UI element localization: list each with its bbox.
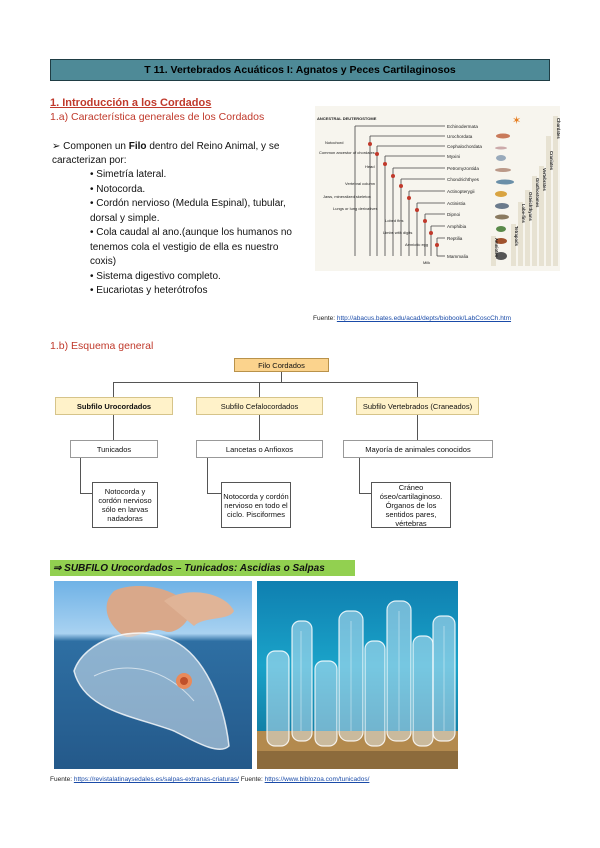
subfilo-urocordados-heading: ⇒ SUBFILO Urocordados – Tunicados: Ascidias o Salpas <box>50 560 355 576</box>
group-mayoria-box: Mayoría de animales conocidos <box>343 440 493 458</box>
tunicate-icon <box>496 134 510 139</box>
salp-photo-svg <box>54 581 252 769</box>
node-label: Limbs with digits <box>383 230 413 235</box>
source-link-salpas[interactable]: https://revistalatinaysedales.es/salpas-extranas-criaturas/ <box>73 776 239 783</box>
node-label: Notochord <box>325 140 344 145</box>
taxon-label: Amphibia <box>447 224 467 229</box>
taxon-label: Actinistia <box>447 201 466 206</box>
clade-label: Craniates <box>549 151 554 171</box>
taxon-label: Cephalochordata <box>447 144 482 149</box>
group-lancetas-box: Lancetas o Anfioxos <box>196 440 323 458</box>
source-label: Fuente: <box>238 776 265 783</box>
detail-vertebrados-box: Cráneo óseo/cartilaginoso. Órganos de los sentidos pares, vértebras <box>371 482 451 528</box>
node-label: Common ancestor of chordates <box>319 150 375 155</box>
clade-label: Lobe-fins <box>521 204 526 223</box>
tree-svg <box>315 106 560 271</box>
source-label: Fuente: <box>313 315 337 322</box>
taxon-label: Myxini <box>447 154 461 159</box>
source-caption-1 <box>313 315 511 322</box>
taxon-label: Chondrichthyes <box>447 177 479 182</box>
coelacanth-icon <box>495 203 509 209</box>
detail-cefalocordados-box: Notocorda y cordón nervioso en todo el ciclo. Pisciformes <box>221 482 291 528</box>
node-label: ANCESTRAL DEUTEROSTOME <box>317 116 377 121</box>
list-item: • Sistema digestivo completo. <box>90 270 221 282</box>
intro-paragraph <box>52 140 312 168</box>
ascidians-photo-svg <box>257 581 458 769</box>
clade-label: Vertebrates <box>542 168 547 191</box>
frog-icon <box>496 226 506 232</box>
fish-icon <box>495 191 507 197</box>
starfish-icon: ✶ <box>512 115 522 127</box>
node-label: Milk <box>423 260 431 265</box>
subheading-characteristics: 1.a) Característica generales de los Cordados <box>50 111 265 123</box>
taxon-label: Echinodermata <box>447 124 478 129</box>
intro-bold-filo: Filo <box>128 141 147 152</box>
taxon-label: Mammalia <box>447 254 469 259</box>
list-item: • Cordón nervioso (Medula Espinal), tubular, dorsal y simple. <box>90 198 286 224</box>
list-item: • Cola caudal al ano.(aunque los humanos no tenemos cola el vestigio de ella es nuestro coxis) <box>90 227 292 267</box>
taxon-label: Dipnoi <box>447 212 461 217</box>
clade-label: Tetrapods <box>514 226 519 246</box>
node-label: Lungs or lung derivatives <box>333 206 378 211</box>
node-label: Head <box>365 164 375 169</box>
taxon-label: Urochordata <box>447 134 473 139</box>
root-box-filo-cordados: Filo Cordados <box>234 358 329 372</box>
list-item: • Eucariotas y heterótrofos <box>90 285 208 296</box>
taxon-label: Actinopterygii <box>447 189 475 194</box>
node-label: Amniotic egg <box>405 242 429 247</box>
clade-label: Osteichthyans <box>528 192 533 221</box>
group-tunicados-box: Tunicados <box>70 440 158 458</box>
node-label: Lobed fins <box>385 218 404 223</box>
subheading-scheme: 1.b) Esquema general <box>50 340 154 352</box>
clade-label: Amniotes <box>494 238 499 258</box>
source-link-tunicados[interactable]: https://www.biblozoa.com/tunicados/ <box>264 776 370 783</box>
detail-urocordados-box: Notocorda y cordón nervioso sólo en larvas nadadoras <box>92 482 158 528</box>
list-item: • Simetría lateral. <box>90 169 167 180</box>
subfilo-cefalocordados-box: Subfilo Cefalocordados <box>196 397 323 415</box>
list-item: • Notocorda. <box>90 183 146 195</box>
lamprey-icon <box>495 168 511 172</box>
clade-label: Gnathostomes <box>535 178 540 208</box>
shark-icon <box>496 180 514 185</box>
intro-prefix: ➢ Componen un <box>52 141 129 152</box>
salp-photo <box>54 581 252 769</box>
subfilo-vertebrados-box: Subfilo Vertebrados (Craneados) <box>356 397 479 415</box>
phylogenetic-tree-figure <box>315 106 560 271</box>
node-label: Jaws, mineralized skeleton <box>323 194 371 199</box>
lungfish-icon <box>495 215 509 220</box>
source-caption-2 <box>50 776 369 783</box>
characteristics-list <box>90 168 305 299</box>
taxon-label: Petromyzontida <box>447 166 479 171</box>
taxon-label: Reptilia <box>447 236 463 241</box>
source-link-tree[interactable]: http://abacus.bates.edu/acad/depts/biobook/LabCoscCh.htm <box>336 315 512 322</box>
clade-label: Chordates <box>556 118 561 139</box>
page-title: T 11. Vertebrados Acuáticos I: Agnatos y Peces Cartilaginosos <box>50 59 550 81</box>
node-label: Vertebral column <box>345 181 376 186</box>
source-label: Fuente: <box>50 776 74 783</box>
subfilo-urocordados-box: Subfilo Urocordados <box>55 397 173 415</box>
hagfish-icon <box>496 155 506 161</box>
lancelet-icon <box>495 147 507 150</box>
section-heading-intro: 1. Introducción a los Cordados <box>50 97 212 109</box>
ascidians-photo <box>257 581 458 769</box>
intro-suffix: dentro del Reino Animal, y se caracterizan por: <box>52 141 280 166</box>
